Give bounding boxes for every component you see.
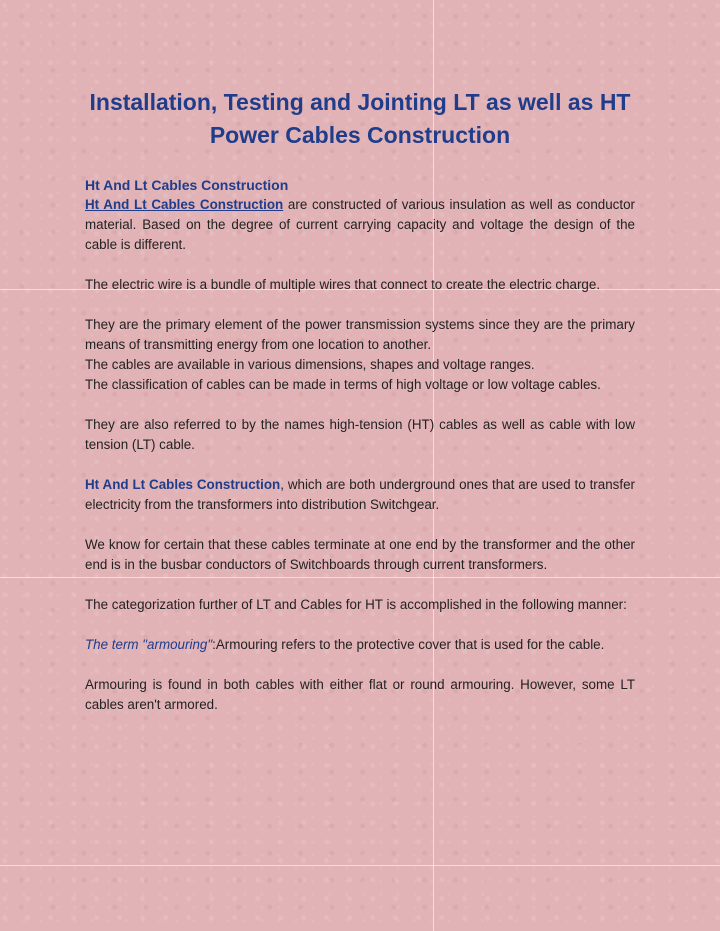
italic-term: The term "armouring" [85,637,213,652]
document-page [85,86,635,715]
paragraph: The categorization further of LT and Cables for HT is accomplished in the following manner: [85,597,627,612]
article-link[interactable]: Ht And Lt Cables Construction [85,197,284,212]
paragraph: They are the primary element of the power transmission systems since they are the primary means of transmitting energy from one location to another. [85,317,635,352]
paragraph-text: :Armouring refers to the protective cover that is used for the cable. [212,637,605,652]
paragraph: We know for certain that these cables terminate at one end by the transformer and the other end is in the busbar conductors of Switchboards through current transformers. [85,537,635,572]
bold-term: Ht And Lt Cables Construction [85,477,281,492]
paragraph: The cables are available in various dimensions, shapes and voltage ranges. [85,357,535,372]
paragraph [85,635,635,655]
paragraph: The classification of cables can be made in terms of high voltage or low voltage cables. [85,377,601,392]
paragraph [85,475,635,515]
page-title: Installation, Testing and Jointing LT as well as HT Power Cables Construction [89,89,631,148]
paragraph: The electric wire is a bundle of multiple wires that connect to create the electric charge. [85,277,601,292]
section-heading: Ht And Lt Cables Construction [85,177,289,193]
paragraph: They are also referred to by the names high-tension (HT) cables as well as cable with low tension (LT) cable. [85,417,635,452]
paragraph: Armouring is found in both cables with either flat or round armouring. However, some LT cables aren't armored. [85,677,635,712]
paragraph-text: , which are both underground ones that are used to transfer electricity from the transformers into distribution Switchgear. [85,477,635,512]
paragraph [85,195,635,255]
background-grid-line [0,865,720,866]
paragraph-text: are constructed of various insulation as well as conductor material. Based on the degree of current carrying capacity and voltage the design of the cable is different. [85,197,635,252]
